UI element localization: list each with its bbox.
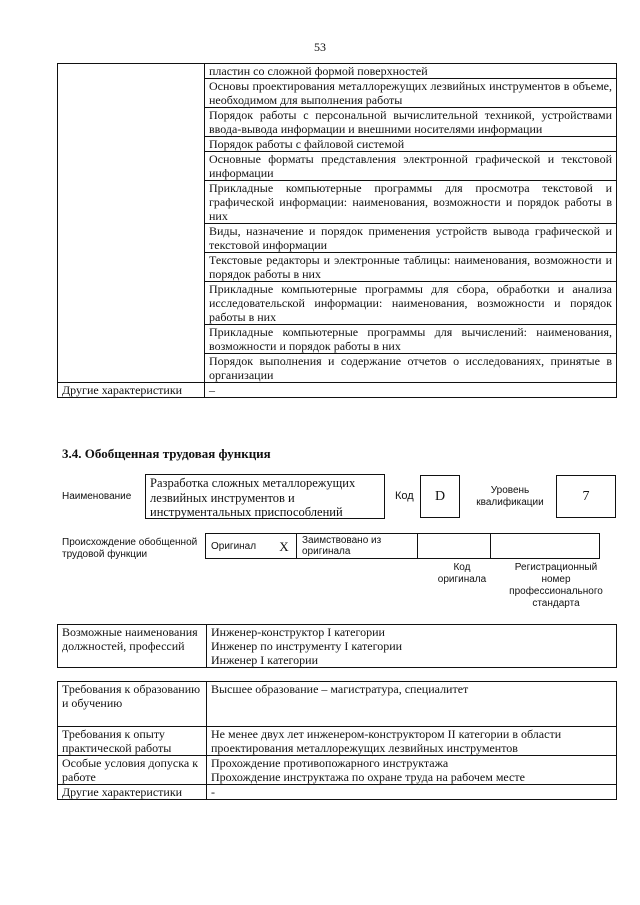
page-number: 53 xyxy=(314,40,326,54)
education-label: Требования к образованию и обучению xyxy=(58,682,207,727)
condition-item: Прохождение противопожарного инструктажа xyxy=(211,756,449,770)
knowledge-row: Основы проектирования металлорежущих лезвийных инструментов в объеме, необходимом для выполнения работы xyxy=(205,79,617,108)
level-value-box: 7 xyxy=(556,475,616,518)
registration-caption: Регистрационный номер профессионального стандарта xyxy=(509,562,603,609)
position-item: Инженер по инструменту I категории xyxy=(207,639,617,653)
code-value-box: D xyxy=(420,475,460,518)
knowledge-row: Виды, назначение и порядок применения устройств вывода графической и текстовой информации xyxy=(205,224,617,253)
origin-table xyxy=(205,533,600,559)
req-other-label: Другие характеристики xyxy=(58,785,207,800)
knowledge-row: Прикладные компьютерные программы для просмотра текстовой и графической информации: наименования, возможности и порядок работы в них xyxy=(205,181,617,224)
positions-label: Возможные наименования должностей, профессий xyxy=(58,625,207,668)
knowledge-table xyxy=(57,63,617,398)
section-title: 3.4. Обобщенная трудовая функция xyxy=(62,446,271,461)
code-original-caption: Код оригинала xyxy=(437,562,487,585)
knowledge-row: Прикладные компьютерные программы для вычислений: наименования, возможности и порядок работы в них xyxy=(205,325,617,354)
experience-label: Требования к опыту практической работы xyxy=(58,727,207,756)
other-characteristics-label: Другие характеристики xyxy=(58,383,205,398)
original-label: Оригинал xyxy=(206,534,273,559)
function-name-box: Разработка сложных металлорежущих лезвийных инструментов и инструментальных приспособлений xyxy=(145,474,385,519)
knowledge-row: Текстовые редакторы и электронные таблицы: наименования, возможности и порядок работы в них xyxy=(205,253,617,282)
knowledge-row: Порядок выполнения и содержание отчетов о исследованиях, принятые в организации xyxy=(205,354,617,383)
registration-number-cell xyxy=(491,534,600,559)
education-value: Высшее образование – магистратура, специалитет xyxy=(207,682,617,727)
code-original-cell xyxy=(418,534,491,559)
conditions-value xyxy=(207,756,617,785)
knowledge-row: Прикладные компьютерные программы для сбора, обработки и анализа исследовательской информации: наименования, возможности и порядок работы в них xyxy=(205,282,617,325)
original-mark: X xyxy=(272,534,297,559)
name-label: Наименование xyxy=(62,491,132,502)
knowledge-row: Порядок работы с персональной вычислительной техникой, устройствами ввода-вывода информации и внешними носителями информации xyxy=(205,108,617,137)
position-item: Инженер I категории xyxy=(207,653,617,668)
condition-item: Прохождение инструктажа по охране труда на рабочем месте xyxy=(211,770,525,784)
experience-value: Не менее двух лет инженером-конструктором II категории в области проектирования металлорежущих лезвийных инструментов xyxy=(207,727,617,756)
conditions-label: Особые условия допуска к работе xyxy=(58,756,207,785)
level-label: Уровень квалификации xyxy=(476,485,544,508)
knowledge-row: пластин со сложной формой поверхностей xyxy=(205,64,617,79)
code-label: Код xyxy=(395,490,414,502)
origin-label: Происхождение обобщенной трудовой функции xyxy=(62,537,198,560)
knowledge-label-cell xyxy=(58,64,205,383)
req-other-value: - xyxy=(207,785,617,800)
borrowed-label: Заимствовано из оригинала xyxy=(297,534,418,559)
positions-table xyxy=(57,624,617,668)
requirements-table xyxy=(57,681,617,800)
other-characteristics-value: – xyxy=(205,383,617,398)
knowledge-row: Порядок работы с файловой системой xyxy=(205,137,617,152)
position-item: Инженер-конструктор I категории xyxy=(207,625,617,640)
knowledge-row: Основные форматы представления электронной графической и текстовой информации xyxy=(205,152,617,181)
